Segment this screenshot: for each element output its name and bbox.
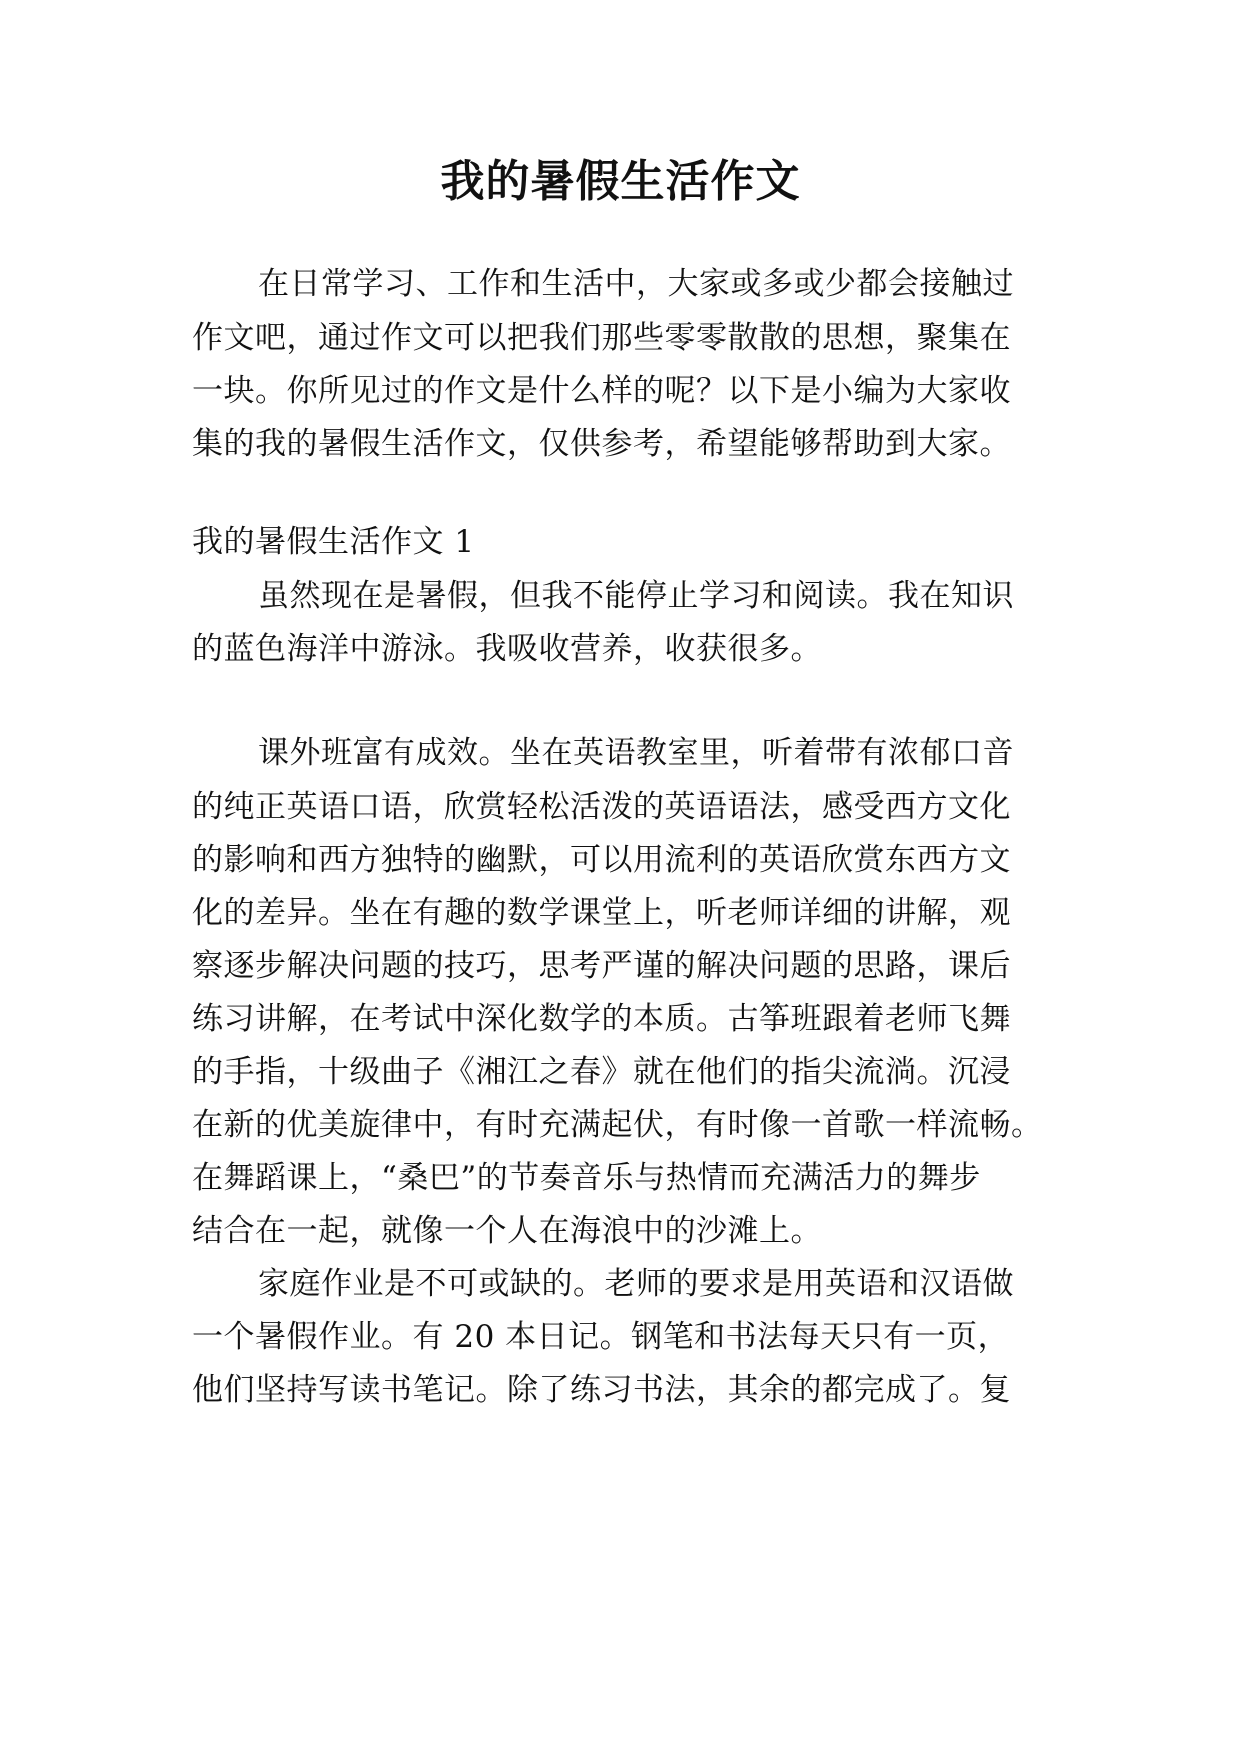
paragraph-line: 的手指，十级曲子《湘江之春》就在他们的指尖流淌。沉浸 — [192, 1054, 1011, 1090]
paragraph-line: 他们坚持写读书笔记。除了练习书法，其余的都完成了。复 — [192, 1372, 1011, 1408]
paragraph-line: 集的我的暑假生活作文，仅供参考，希望能够帮助到大家。 — [192, 426, 1011, 462]
paragraph-line: 一块。你所见过的作文是什么样的呢？以下是小编为大家收 — [192, 373, 1011, 409]
paragraph-line: 在新的优美旋律中，有时充满起伏，有时像一首歌一样流畅。 — [192, 1107, 1043, 1143]
paragraph-line: 的纯正英语口语，欣赏轻松活泼的英语语法，感受西方文化 — [192, 789, 1011, 825]
paragraph-line: 察逐步解决问题的技巧，思考严谨的解决问题的思路，课后 — [192, 948, 1011, 984]
paragraph-line: 的蓝色海洋中游泳。我吸收营养，收获很多。 — [192, 631, 822, 667]
paragraph-line: 练习讲解，在考试中深化数学的本质。古筝班跟着老师飞舞 — [192, 1001, 1011, 1037]
paragraph-line: 的影响和西方独特的幽默，可以用流利的英语欣赏东西方文 — [192, 842, 1011, 878]
paragraph-line: 课外班富有成效。坐在英语教室里，听着带有浓郁口音 — [258, 735, 1014, 771]
document-title: 我的暑假生活作文 — [440, 156, 801, 207]
paragraph-line: 作文吧，通过作文可以把我们那些零零散散的思想，聚集在 — [192, 320, 1011, 356]
paragraph-line: 结合在一起，就像一个人在海浪中的沙滩上。 — [192, 1213, 822, 1249]
paragraph-line: 虽然现在是暑假，但我不能停止学习和阅读。我在知识 — [258, 578, 1014, 614]
paragraph-line: 家庭作业是不可或缺的。老师的要求是用英语和汉语做 — [258, 1266, 1014, 1302]
paragraph-line: 在舞蹈课上，“桑巴”的节奏音乐与热情而充满活力的舞步 — [192, 1160, 981, 1196]
section-heading: 我的暑假生活作文 1 — [192, 524, 475, 560]
paragraph-line: 一个暑假作业。有 20 本日记。钢笔和书法每天只有一页， — [192, 1319, 1010, 1355]
paragraph-line: 在日常学习、工作和生活中，大家或多或少都会接触过 — [258, 266, 1014, 302]
paragraph-line: 化的差异。坐在有趣的数学课堂上，听老师详细的讲解，观 — [192, 895, 1011, 931]
